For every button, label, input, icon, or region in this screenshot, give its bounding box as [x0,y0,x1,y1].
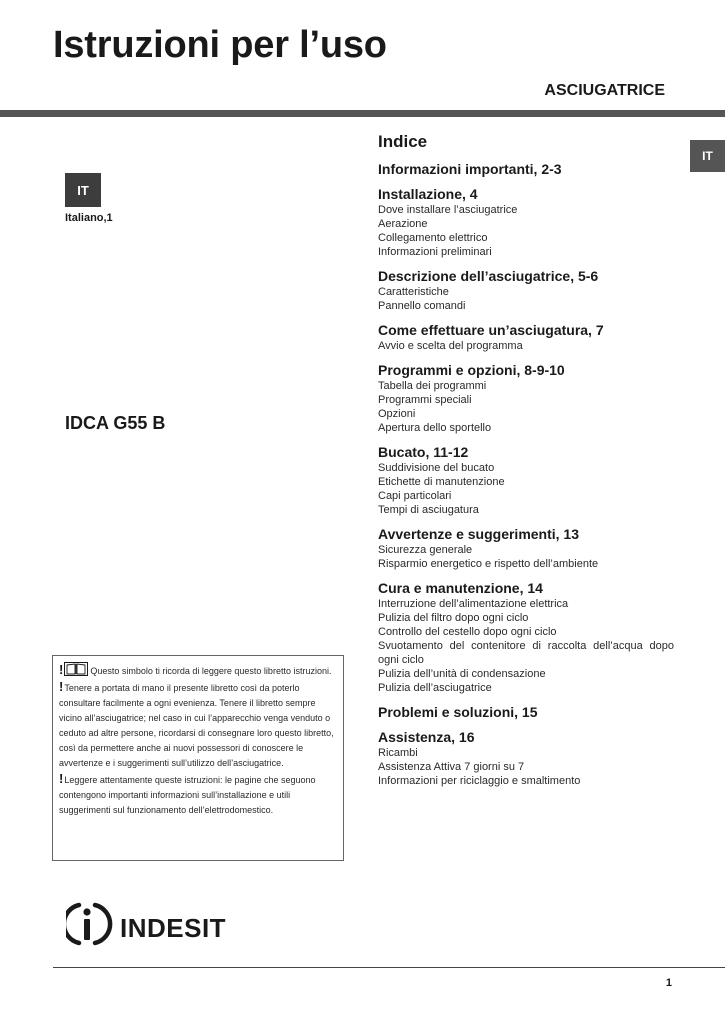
language-badge: IT [65,173,101,207]
notice-paragraph [59,771,337,818]
page-number: 1 [665,977,672,989]
toc-section [378,186,678,259]
toc-item: Caratteristiche [378,286,449,298]
toc-item: Tabella dei programmi [378,380,487,392]
toc-item: Pannello comandi [378,300,466,312]
toc-section-title: Installazione, 4 [378,186,478,202]
toc-section [378,322,678,353]
toc-item: Opzioni [378,408,416,420]
toc-section-title: Bucato, 11-12 [378,444,469,460]
toc-item: Ricambi [378,747,418,759]
language-side-tab: IT [690,140,725,172]
footer-rule [53,967,725,968]
toc-heading: Indice [378,132,428,151]
toc-item: Aerazione [378,218,428,230]
toc-item: Interruzione dell’alimentazione elettrica [378,598,569,610]
indesit-logo [66,900,246,948]
toc-item: Controllo del cestello dopo ogni ciclo [378,626,557,638]
header-rule [0,110,725,117]
toc-item: Programmi speciali [378,394,472,406]
exclamation-icon: ! [59,662,64,677]
toc-section [378,729,678,788]
toc-item: Capi particolari [378,490,452,502]
toc-section [378,526,678,571]
toc-section-title: Avvertenze e suggerimenti, 13 [378,526,580,542]
toc-item: Risparmio energetico e rispetto dell’ambiente [378,558,599,570]
toc-item: Sicurezza generale [378,544,473,556]
toc-item: Pulizia del filtro dopo ogni ciclo [378,612,529,624]
toc-item: Pulizia dell’unità di condensazione [378,668,546,680]
notice-paragraph [59,662,337,679]
toc-section-title: Descrizione dell’asciugatrice, 5-6 [378,268,599,284]
toc-item: Pulizia dell’asciugatrice [378,682,492,694]
notice-box [52,655,344,861]
manual-book-icon [64,662,88,676]
toc-section [378,580,678,695]
toc-section-title: Come effettuare un’asciugatura, 7 [378,322,604,338]
logo-text: INDESIT [120,913,227,943]
toc-item: Collegamento elettrico [378,232,488,244]
toc-item: Apertura dello sportello [378,422,492,434]
product-type: ASCIUGATRICE [544,82,665,99]
toc-section [378,362,678,435]
toc-item: Avvio e scelta del programma [378,340,523,352]
exclamation-icon: ! [59,771,64,786]
notice-paragraph [59,679,337,771]
toc-section-title: Cura e manutenzione, 14 [378,580,543,596]
table-of-contents [378,132,678,797]
language-label: Italiano,1 [65,212,113,224]
toc-item: Etichette di manutenzione [378,476,505,488]
notice-text: Questo simbolo ti ricorda di leggere questo libretto istruzioni. [90,666,332,676]
exclamation-icon: ! [59,679,64,694]
toc-section-title: Assistenza, 16 [378,729,475,745]
toc-section-title: Programmi e opzioni, 8-9-10 [378,362,565,378]
toc-section [378,161,678,177]
toc-item: Tempi di asciugatura [378,504,479,516]
toc-section [378,704,678,720]
model-name: IDCA G55 B [65,413,166,433]
page-title: Istruzioni per l’uso [53,24,387,66]
toc-item: Dove installare l’asciugatrice [378,204,518,216]
toc-item: Informazioni preliminari [378,246,492,258]
toc-item: Assistenza Attiva 7 giorni su 7 [378,761,525,773]
toc-item: Informazioni per riciclaggio e smaltimento [378,775,581,787]
toc-section [378,268,678,313]
toc-section-title: Informazioni importanti, 2-3 [378,161,562,177]
toc-item: Svuotamento del contenitore di raccolta dell’acqua dopo ogni ciclo [378,640,674,666]
toc-section-title: Problemi e soluzioni, 15 [378,704,538,720]
notice-text: Leggere attentamente queste istruzioni: le pagine che seguono contengono importanti informazioni sull’installazione e utili suggerimenti sul funzionamento dell’elettrodomestico. [59,775,316,815]
toc-section [378,444,678,517]
notice-text: Tenere a portata di mano il presente libretto così da poterlo consultare facilmente a ogni evenienza. Tenere il libretto sempre vicino all’asciugatrice; nel caso in cui l’apparecchio venga venduto o ceduto ad altre persone, ricordarsi di consegnare loro questo libretto, così da permettere anche ai nuovi possessori di conoscere le avvertenze e i suggerimenti sull’utilizzo dell’asciugatrice. [59,683,334,768]
toc-item: Suddivisione del bucato [378,462,495,474]
